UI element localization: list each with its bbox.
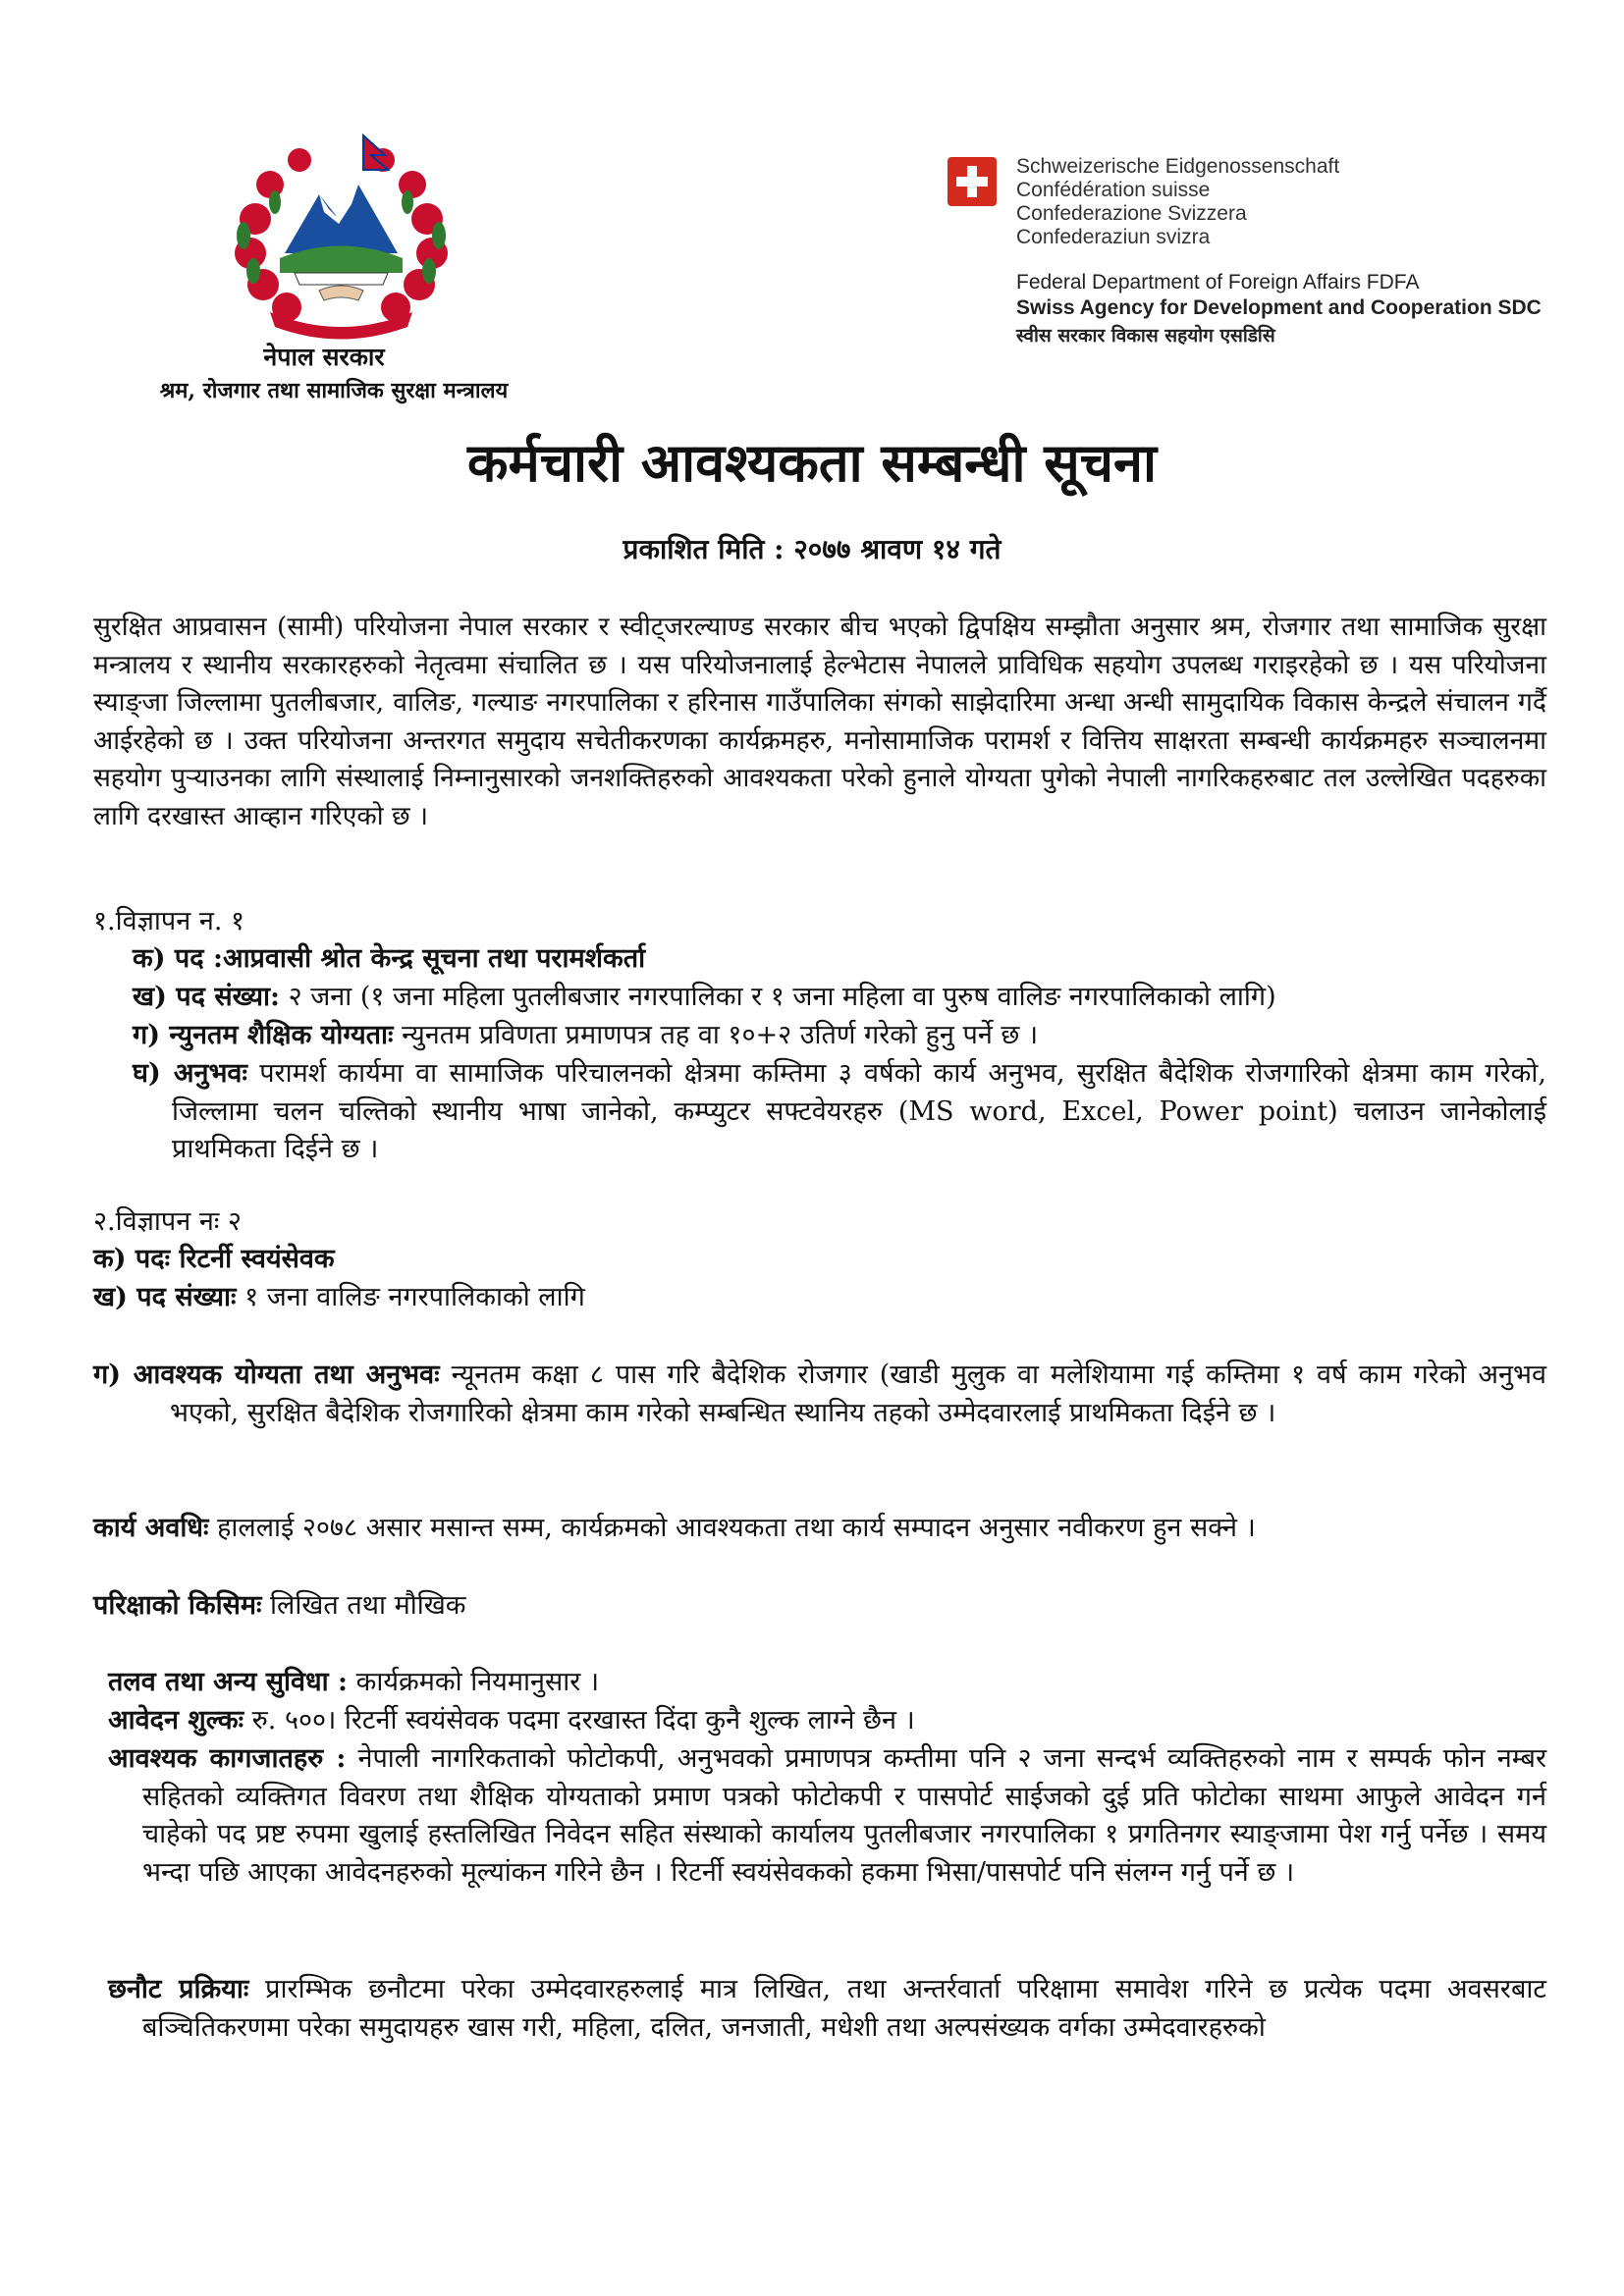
- ad2-count-label: ख) पद संख्याः: [93, 1282, 237, 1312]
- ad1-qualification: [133, 1017, 1038, 1054]
- intro-paragraph: सुरक्षित आप्रवासन (सामी) परियोजना नेपाल सरकार र स्वीट्जरल्याण्ड सरकार बीच भएको द्विपक्षिय सम्झौता अनुसार श्रम, रोजगार तथा सामाजिक सुरक्षा मन्त्रालय र स्थानीय सरकारहरुको नेतृत्वमा संचालित छ । यस परियोजनालाई हेल्भेटास नेपालले प्राविधिक सहयोग उपलब्ध गराइरहेको छ । यस परियोजना स्याङ्जा जिल्लामा पुतलीबजार, वालिङ, गल्याङ नगरपालिका र हरिनास गाउँपालिका संगको साझेदारिमा अन्धा अन्धी सामुदायिक विकास केन्द्रले संचालन गर्दै आईरहेको छ । उक्त परियोजना अन्तरगत समुदाय सचेतीकरणका कार्यक्रमहरु, मनोसामाजिक परामर्श र वित्तिय साक्षरता सम्बन्धी कार्यक्रमहरु सञ्चालनमा सहयोग पुर्‍याउनका लागि संस्थालाई निम्नानुसारको जनशक्तिहरुको आवश्यकता परेको हुनाले योग्यता पुगेको नेपाली नागरिकहरुबाट तल उल्लेखित पदहरुका लागि दरखास्त आव्हान गरिएको छ ।: [93, 612, 1546, 831]
- selection-label: छनौट प्रक्रियाः: [108, 1974, 249, 2004]
- swiss-sdc-logo-block: [947, 128, 1556, 393]
- ad1-count-value: २ जना (१ जना महिला पुतलीबजार नगरपालिका र १ जना महिला वा पुरुष वालिङ नगरपालिकाको लागि): [280, 982, 1276, 1012]
- documents-label: आवश्यक कागजातहरु :: [108, 1743, 347, 1774]
- government-name: नेपाल सरकार: [263, 343, 385, 371]
- swiss-name-rm: Confederaziun svizra: [1016, 226, 1211, 248]
- ad2-count-value: १ जना वालिङ नगरपालिकाको लागि: [236, 1282, 585, 1312]
- exam-type-value: लिखित तथा मौखिक: [261, 1590, 466, 1621]
- ad1-exp-value: परामर्श कार्यमा वा सामाजिक परिचालनको क्षेत्रमा कम्तिमा ३ वर्षको कार्य अनुभव, सुरक्षित बैदेशिक रोजगारिको क्षेत्रमा काम गरेको, जिल्लामा चलन चल्तिको स्थानीय भाषा जानेको, कम्प्युटर सफ्टवेयरहरु (MS word, Excel, Power point) चलाउन जानेकोलाई प्राथमिकता दिईने छ ।: [172, 1058, 1546, 1164]
- swiss-name-it: Confederazione Svizzera: [1016, 202, 1247, 225]
- nepal-govt-logo-block: [118, 126, 550, 410]
- documents-value: नेपाली नागरिकताको फोटोकपी, अनुभवको प्रमाणपत्र कम्तीमा पनि २ जना सन्दर्भ व्यक्तिहरुको नाम र सम्पर्क फोन नम्बर सहितको व्यक्तिगत विवरण तथा शैक्षिक योग्यताको प्रमाण पत्रको फोटोकपी र पासपोर्ट साईजको दुई प्रति फोटोका साथमा आफुले आवेदन गर्न चाहेको पद प्रष्ट रुपमा खुलाई हस्तलिखित निवेदन सहित संस्थाको कार्यालय पुतलीबजार नगरपालिका १ प्रगतिनगर स्याङ्जामा पेश गर्नु पर्नेछ । समय भन्दा पछि आएका आवेदनहरुको मूल्यांकन गरिने छैन । रिटर्नी स्वयंसेवकको हकमा भिसा/पासपोर्ट पनि संलग्न गर्नु पर्ने छ ।: [142, 1743, 1547, 1888]
- salary: [108, 1664, 599, 1701]
- ad2-count: [93, 1279, 585, 1316]
- sdc-name: Swiss Agency for Development and Cooperation SDC: [1016, 296, 1542, 319]
- ad2-heading: २.विज्ञापन नः २: [93, 1206, 242, 1237]
- work-period-label: कार्य अवधिः: [93, 1513, 209, 1543]
- swiss-name-de: Schweizerische Eidgenossenschaft: [1016, 155, 1340, 178]
- selection-process: [108, 1971, 1546, 2047]
- ad2-qualification: [93, 1357, 1546, 1432]
- ad1-qual-label: ग) न्युनतम शैक्षिक योग्यताः: [133, 1020, 394, 1050]
- ad1-count: [133, 979, 1276, 1016]
- fee-value: रु. ५००। रिटर्नी स्वयंसेवक पदमा दरखास्त दिंदा कुनै शुल्क लाग्ने छैन ।: [244, 1705, 915, 1735]
- required-documents: [108, 1740, 1546, 1892]
- exam-type: [93, 1587, 466, 1625]
- swiss-flag-icon: [947, 157, 997, 206]
- ad2-qual-value: न्यूनतम कक्षा ८ पास गरि बैदेशिक रोजगार (खाडी मुलुक वा मलेशियामा गई कम्तिमा १ वर्ष काम गरेको अनुभव भएको, सुरक्षित बैदेशिक रोजगारिको क्षेत्रमा काम गरेको सम्बन्धित स्थानिय तहको उम्मेदवारलाई प्राथमिकता दिईने छ ।: [170, 1360, 1547, 1428]
- salary-label: तलव तथा अन्य सुविधा :: [108, 1667, 349, 1697]
- notice-title: कर्मचारी आवश्यकता सम्बन्धी सूचना: [466, 431, 1158, 494]
- salary-value: कार्यक्रमको नियमानुसार ।: [348, 1667, 600, 1697]
- work-period-value: हाललाई २०७८ असार मसान्त सम्म, कार्यक्रमको आवश्यकता तथा कार्य सम्पादन अनुसार नवीकरण हुन सक्ने ।: [208, 1513, 1256, 1543]
- fee-label: आवेदन शुल्कः: [108, 1705, 244, 1735]
- application-fee: [108, 1702, 915, 1739]
- published-date: प्रकाशित मिति : २०७७ श्रावण १४ गते: [623, 533, 1001, 565]
- ad2-post: क) पदः रिटर्नी स्वयंसेवक: [93, 1244, 335, 1274]
- selection-value: प्रारम्भिक छनौटमा परेका उम्मेदवारहरुलाई मात्र लिखित, तथा अन्तर्रवार्ता परिक्षामा समावेश गरिने छ प्रत्येक पदमा अवसरबाट बञ्चितिकरणमा परेका समुदायहरु खास गरी, महिला, दलित, जनजाती, मधेशी तथा अल्पसंख्यक वर्गका उम्मेदवारहरुको: [142, 1974, 1546, 2043]
- ad1-qual-value: न्युनतम प्रविणता प्रमाणपत्र तह वा १०+२ उतिर्ण गरेको हुनु पर्ने छ ।: [393, 1020, 1039, 1050]
- ad2-qual-label: ग) आवश्यक योग्यता तथा अनुभवः: [93, 1360, 440, 1390]
- nepal-emblem-icon: [226, 126, 457, 347]
- ad1-count-label: ख) पद संख्या:: [133, 982, 281, 1012]
- exam-type-label: परिक्षाको किसिमः: [93, 1590, 262, 1621]
- swiss-name-fr: Confédération suisse: [1016, 179, 1211, 201]
- fdfa-name: Federal Department of Foreign Affairs FDFA: [1016, 271, 1420, 294]
- ad1-exp-label: घ) अनुभवः: [133, 1058, 247, 1089]
- work-period: [93, 1510, 1256, 1547]
- ad1-post: क) पद :आप्रवासी श्रोत केन्द्र सूचना तथा परामर्शकर्ता: [133, 943, 646, 974]
- ad1-heading: १.विज्ञापन न. १: [93, 906, 245, 936]
- ministry-name: श्रम, रोजगार तथा सामाजिक सुरक्षा मन्त्रालय: [159, 378, 509, 403]
- sdc-name-nepali: स्वीस सरकार विकास सहयोग एसडिसि: [1016, 325, 1275, 347]
- ad1-experience: [133, 1055, 1546, 1169]
